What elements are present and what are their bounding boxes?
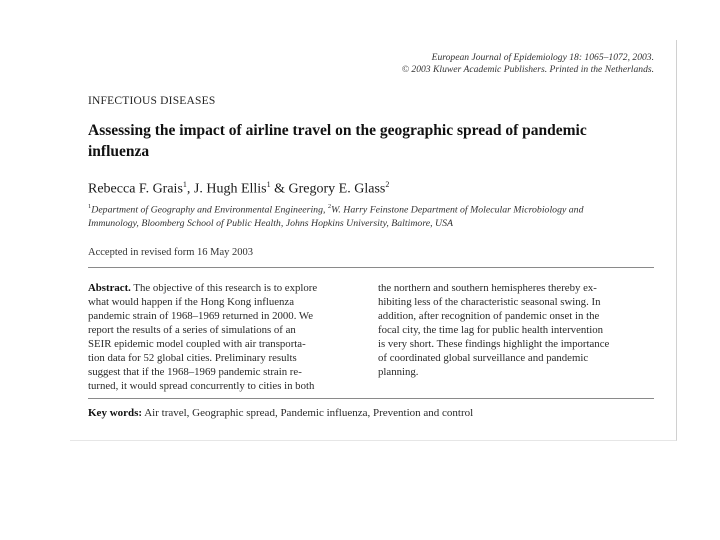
abstract-line: focal city, the time lag for public health intervention — [378, 324, 604, 336]
affiliation-text: Department of Geography and Environmental Engineering, — [91, 204, 328, 216]
section-heading: INFECTIOUS DISEASES — [88, 95, 216, 107]
abstract-line: is very short. These findings highlight the importance — [378, 338, 610, 350]
abstract-line: what would happen if the Hong Kong influenza — [88, 296, 294, 308]
paper-title-line-2: influenza — [88, 143, 150, 160]
paper-page — [70, 40, 677, 441]
keywords-text: Air travel, Geographic spread, Pandemic influenza, Prevention and control — [142, 407, 474, 419]
author-name: Rebecca F. Grais — [88, 181, 183, 197]
author-separator: & — [270, 181, 289, 197]
abstract-line: report the results of a series of simulations of an — [88, 324, 296, 336]
author-separator: , — [186, 181, 194, 197]
abstract-line: tion data for 52 global cities. Preliminary results — [88, 352, 297, 364]
abstract-top-rule — [88, 267, 654, 268]
abstract-line: planning. — [378, 366, 419, 378]
affiliation-mark: 1 — [88, 203, 92, 210]
keywords — [88, 407, 473, 419]
author-name: Gregory E. Glass — [288, 181, 386, 197]
abstract-line: addition, after recognition of pandemic onset in the — [378, 310, 600, 322]
affiliation-text: Immunology, Bloomberg School of Public Health, Johns Hopkins University, Baltimore, USA — [88, 218, 453, 230]
journal-copyright-line: © 2003 Kluwer Academic Publishers. Printed in the Netherlands. — [401, 64, 654, 75]
abstract-line: the northern and southern hemispheres thereby ex- — [378, 282, 597, 294]
author-affiliations — [88, 200, 658, 231]
abstract-line: of coordinated global surveillance and pandemic — [378, 352, 589, 364]
abstract-left-column — [88, 281, 358, 393]
journal-citation-line: European Journal of Epidemiology 18: 1065–1072, 2003. — [431, 52, 654, 63]
abstract-label: Abstract. — [88, 282, 131, 294]
author-affiliation-mark: 2 — [385, 180, 390, 189]
abstract-first-line: The objective of this research is to explore — [130, 282, 318, 294]
abstract-line: hibiting less of the characteristic seasonal swing. In — [378, 296, 601, 308]
abstract-line: pandemic strain of 1968–1969 returned in 2000. We — [88, 310, 314, 322]
abstract-line: SEIR epidemic model coupled with air transporta- — [88, 338, 306, 350]
author-list — [88, 180, 389, 198]
paper-title — [88, 120, 678, 162]
author-affiliation-mark: 1 — [266, 180, 271, 189]
abstract-line — [88, 281, 358, 295]
accepted-date: Accepted in revised form 16 May 2003 — [88, 247, 254, 258]
journal-citation — [402, 52, 654, 76]
abstract-line: turned, it would spread concurrently to cities in both — [88, 380, 315, 392]
affiliation-text: W. Harry Feinstone Department of Molecular Microbiology and — [331, 204, 584, 216]
keywords-label: Key words: — [88, 407, 143, 419]
paper-title-line-1: Assessing the impact of airline travel on the geographic spread of pandemic — [88, 122, 587, 139]
abstract-right-column — [378, 281, 648, 379]
affiliation-mark: 2 — [327, 203, 332, 210]
abstract-bottom-rule — [88, 398, 654, 399]
abstract-line: suggest that if the 1968–1969 pandemic strain re- — [88, 366, 302, 378]
author-name: J. Hugh Ellis — [193, 181, 267, 197]
author-affiliation-mark: 1 — [182, 180, 187, 189]
